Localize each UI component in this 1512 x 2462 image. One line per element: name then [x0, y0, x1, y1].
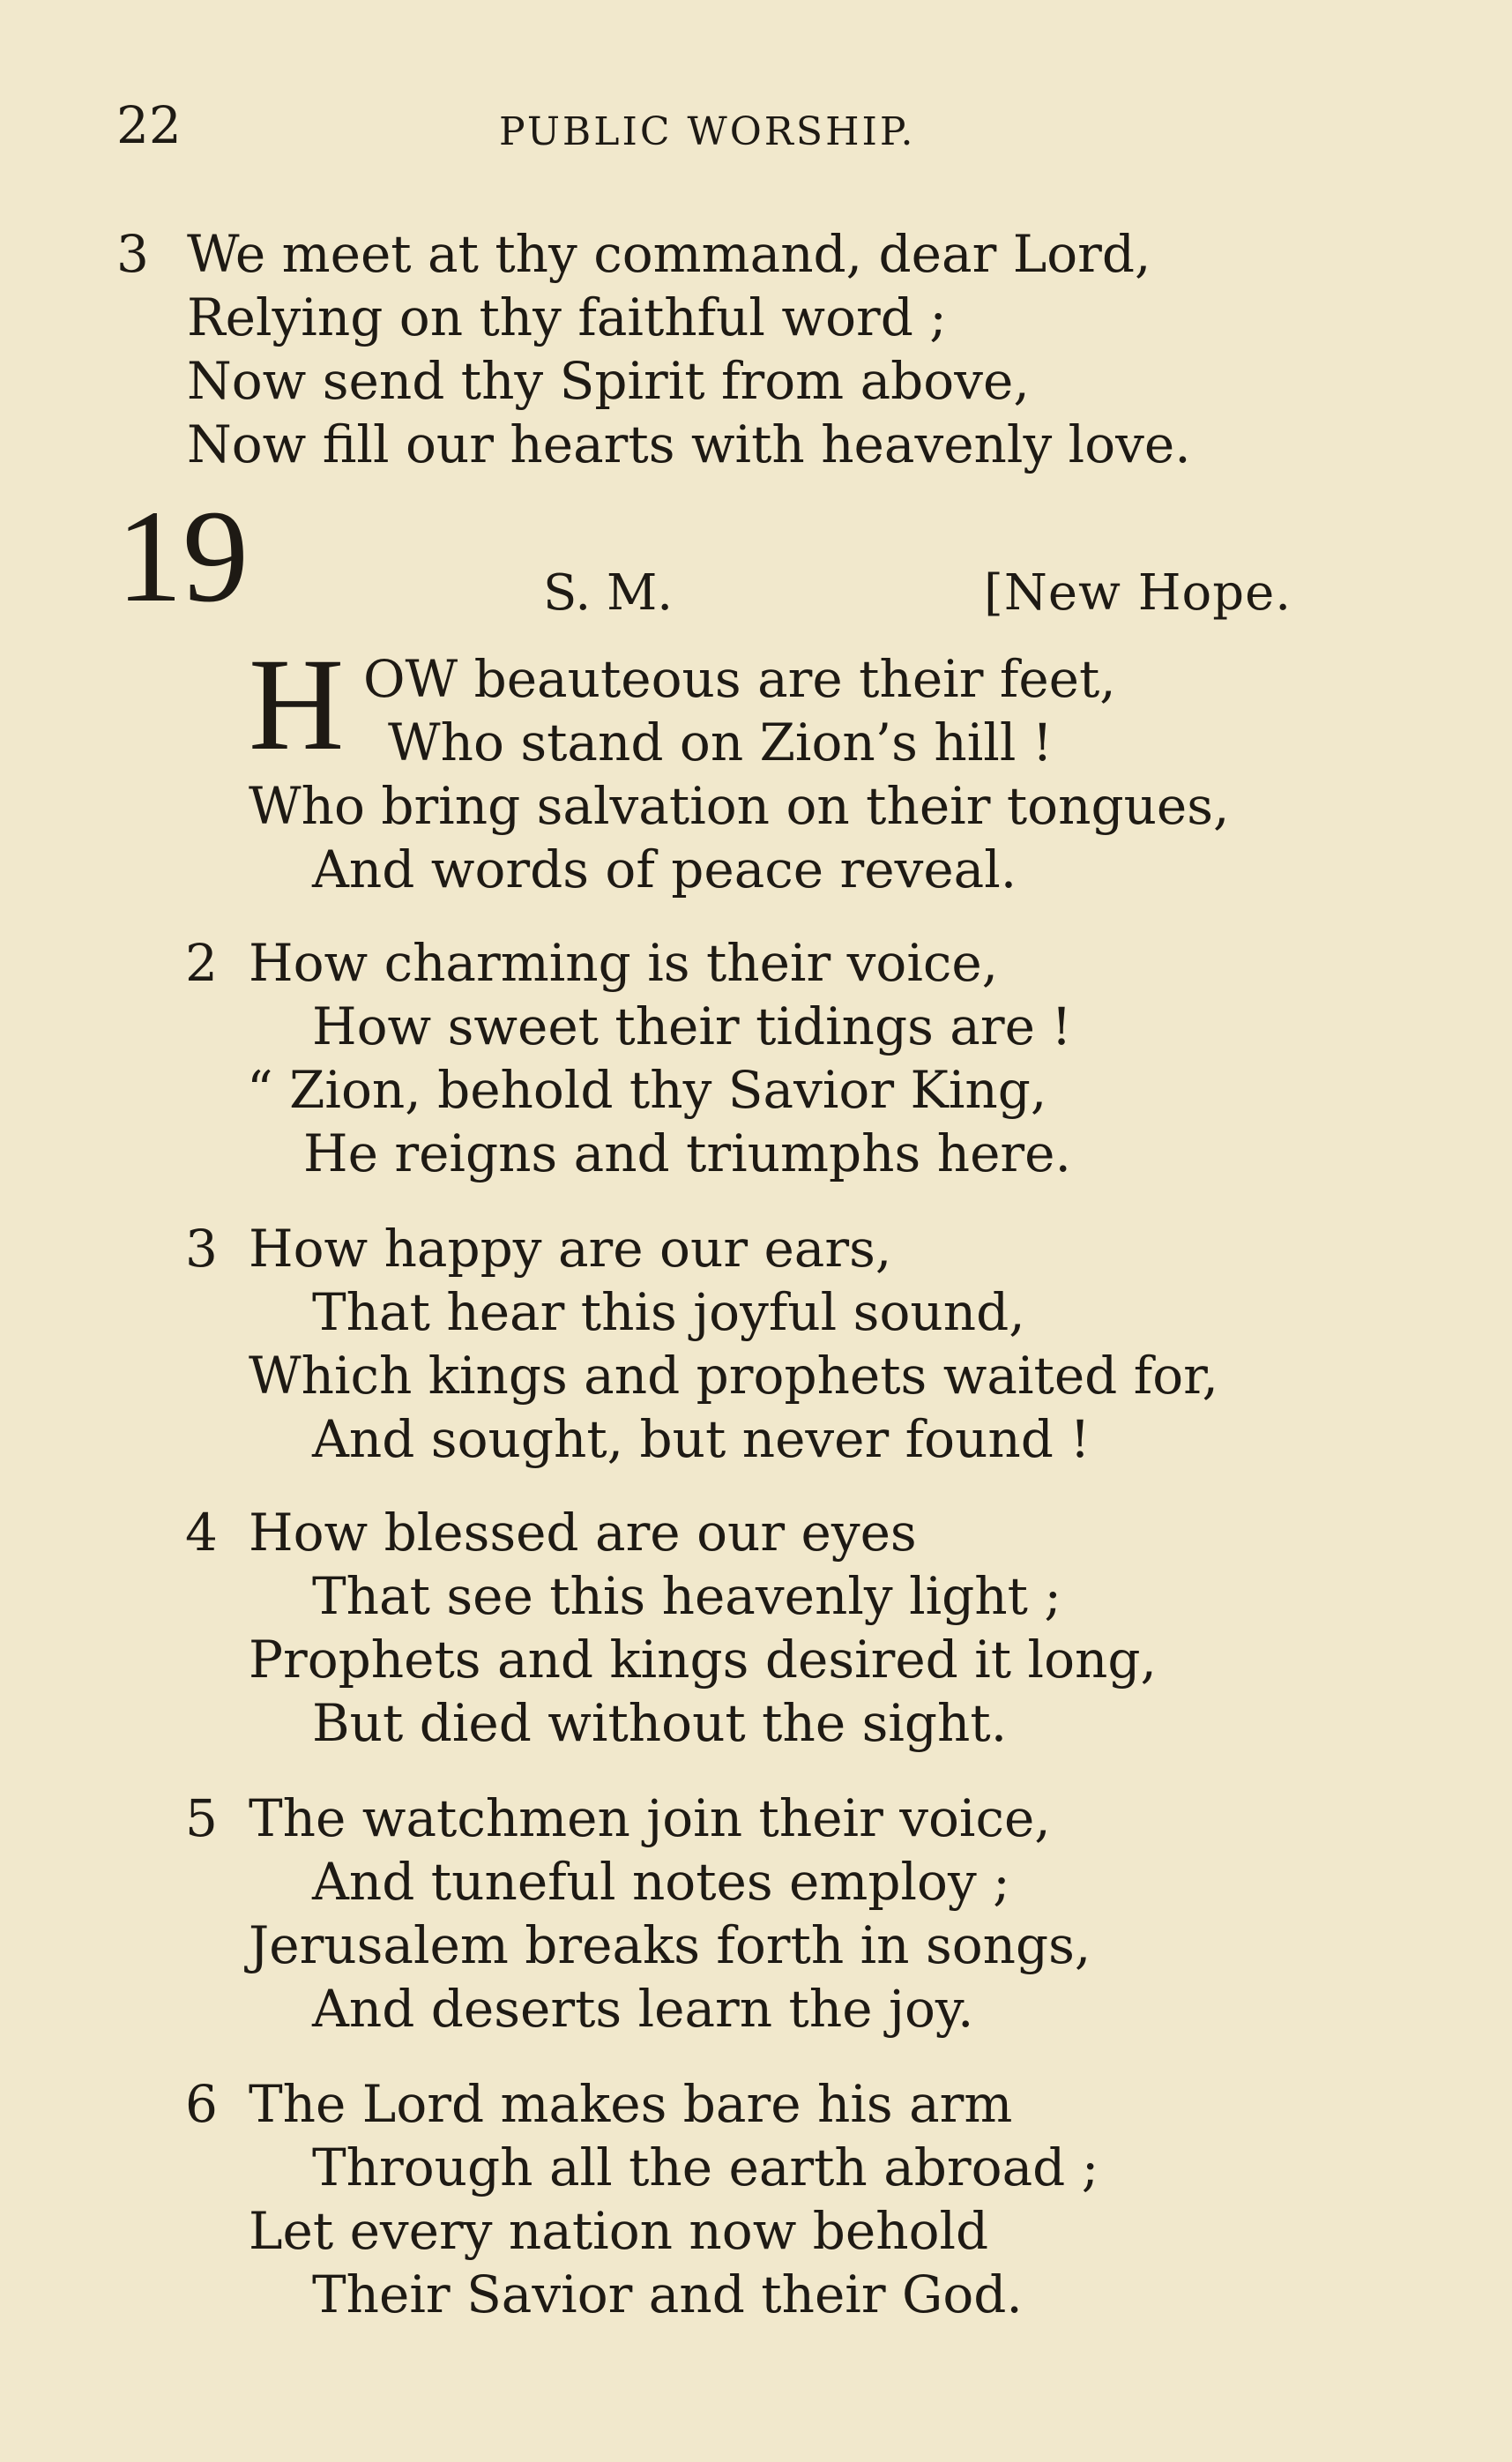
running-head: [0, 95, 1512, 157]
verse-number: 4: [185, 1503, 218, 1563]
verse-line: Now fill our hearts with heavenly love.: [187, 414, 1191, 474]
verse-number: 3: [185, 1219, 218, 1279]
hymn-number: 19: [116, 483, 249, 630]
verse-line: Who stand on Zion’s hill !: [388, 712, 1054, 772]
verse-line: Jerusalem breaks forth in songs,: [249, 1915, 1091, 1975]
verse-line: Let every nation now behold: [249, 2201, 989, 2261]
verse-line: How blessed are our eyes: [249, 1503, 917, 1563]
verse-line: That see this heavenly light ;: [312, 1566, 1061, 1626]
drop-cap: H: [249, 631, 345, 778]
verse-line: Who bring salvation on their tongues,: [249, 776, 1230, 836]
verse-line: But died without the sight.: [312, 1693, 1008, 1753]
hymn-meter: S. M.: [543, 564, 674, 622]
verse-number: 5: [185, 1788, 218, 1848]
verse-line: How charming is their voice,: [249, 933, 999, 993]
page-number: 22: [116, 95, 182, 155]
verse-line: Relying on thy faithful word ;: [187, 287, 947, 347]
verse-line: And sought, but never found !: [312, 1409, 1091, 1469]
verse-number: 3: [116, 224, 149, 284]
section-title: PUBLIC WORSHIP.: [499, 109, 916, 154]
verse-line: And deserts learn the joy.: [312, 1979, 974, 2039]
verse-line: We meet at thy command, dear Lord,: [187, 224, 1151, 284]
verse-number: 6: [185, 2074, 218, 2134]
verse-line: He reigns and triumphs here.: [303, 1123, 1071, 1183]
verse-line: “ Zion, behold thy Savior King,: [247, 1060, 1047, 1120]
verse-line: OW beauteous are their feet,: [363, 649, 1116, 709]
verse-line: The Lord makes bare his arm: [249, 2074, 1013, 2134]
verse-line: How sweet their tidings are !: [312, 996, 1072, 1056]
verse-line: Which kings and prophets waited for,: [249, 1346, 1218, 1406]
verse-line: How happy are our ears,: [249, 1219, 892, 1279]
verse-number: 2: [185, 933, 218, 993]
verse-line: Prophets and kings desired it long,: [249, 1630, 1157, 1690]
verse-line: Their Savior and their God.: [312, 2264, 1023, 2324]
verse-line: And words of peace reveal.: [312, 839, 1017, 899]
verse-line: The watchmen join their voice,: [249, 1788, 1051, 1848]
verse-line: Now send thy Spirit from above,: [187, 351, 1030, 411]
verse-line: Through all the earth abroad ;: [312, 2137, 1099, 2197]
tune-name: [New Hope.: [984, 564, 1292, 622]
verse-line: That hear this joyful sound,: [312, 1282, 1025, 1342]
verse-line: And tuneful notes employ ;: [312, 1852, 1010, 1912]
